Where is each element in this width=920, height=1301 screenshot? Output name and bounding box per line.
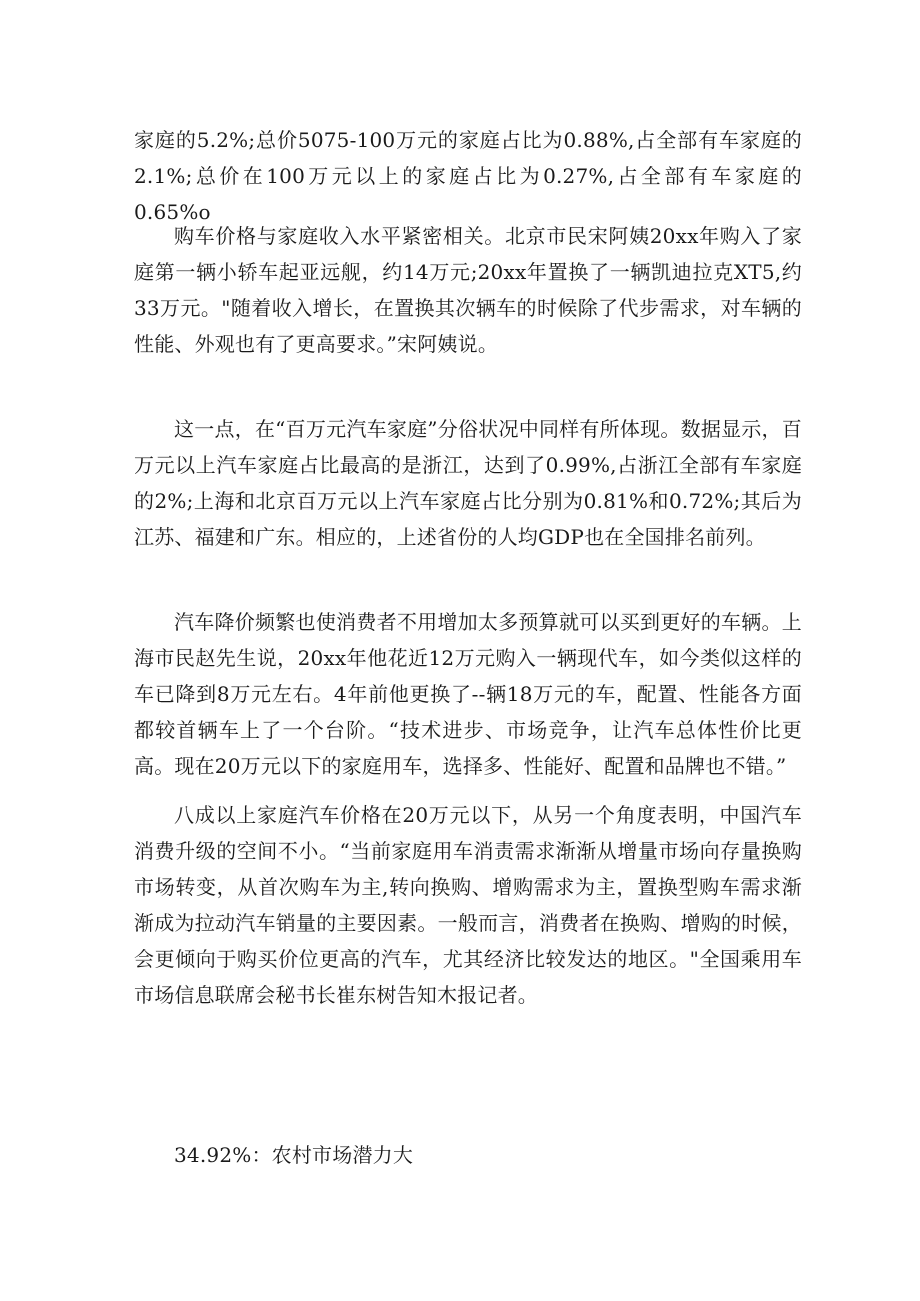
section-heading: 34.92%：农村市场潜力大 — [174, 1143, 414, 1167]
paragraph-income-relation: 购车价格与家庭收入水平紧密相关。北京市民宋阿姨20xx年购入了家庭第一辆小轿车起亚远舰，约14万元;20xx年置换了一辆凯迪拉克XT5,约33万元。"随着收入增长，在置换其次辆车的时候除了代步需求，对车辆的性能、外观也有了更高要求。”宋阿姨说。 — [134, 224, 802, 356]
paragraph-million-yuan-families: 这一点，在“百万元汽车家庭”分俗状况中同样有所体现。数据显示，百万元以上汽车家庭占比最高的是浙江，达到了0.99%,占浙江全部有车家庭的2%;上海和北京百万元以上汽车家庭占比分别为0.81%和0.72%;其后为江苏、福建和广东。相应的，上述省份的人均GDP也在全国排名前列。 — [134, 417, 802, 549]
paragraph-consumption-upgrade: 八成以上家庭汽车价格在20万元以下，从另一个角度表明，中国汽车消费升级的空间不小。“当前家庭用车消责需求渐渐从增量市场向存量换购市场转变，从首次购车为主,转向换购、增购需求为主，置换型购车需求渐渐成为拉动汽车销量的主要因素。一般而言，消费者在换购、增购的时候，会更倾向于购买价位更高的汽车，尤其经济比较发达的地区。"全国乘用车市场信息联席会秘书长崔东树告知木报记者。 — [134, 803, 802, 1007]
paragraph-price-reduction: 汽车降价频繁也使消费者不用增加太多预算就可以买到更好的车辆。上海市民赵先生说，20xx年他花近12万元购入一辆现代车，如今类似这样的车已降到8万元左右。4年前他更换了--辆18万元的车，配置、性能各方面都较首辆车上了一个台阶。“技术进步、市场竞争，让汽车总体性价比更高。现在20万元以下的家庭用车，选择多、性能好、配置和品牌也不错。” — [134, 610, 802, 778]
paragraph-continuation: 家庭的5.2%;总价5075-100万元的家庭占比为0.88%,占全部有车家庭的2.1%;总价在100万元以上的家庭占比为0.27%,占全部有车家庭的0.65%o — [134, 128, 802, 224]
